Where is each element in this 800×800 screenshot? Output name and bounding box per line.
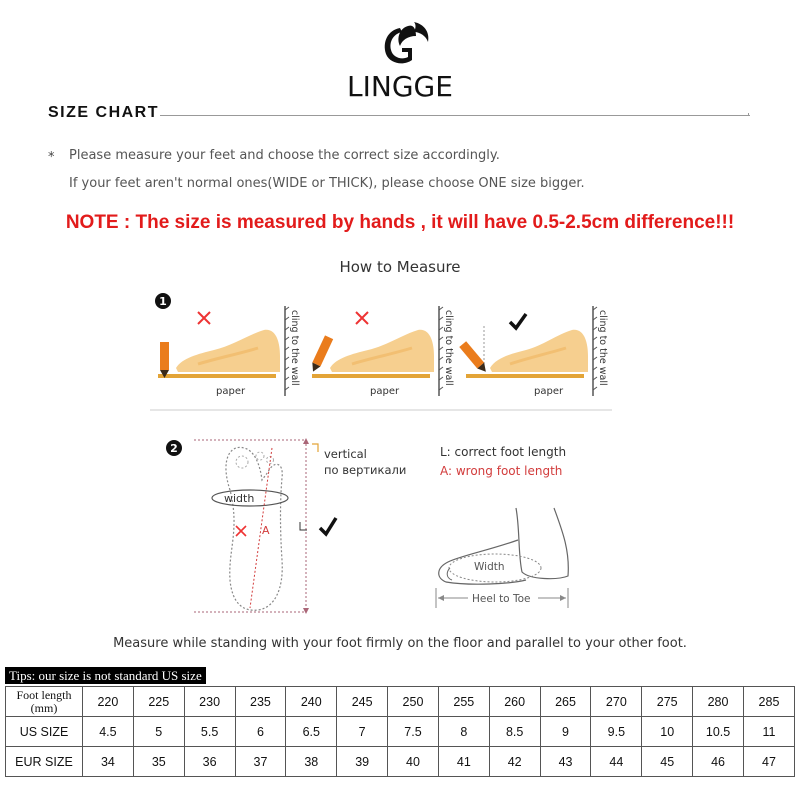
table-cell: 36 xyxy=(184,747,235,777)
row-header-line-2: (mm) xyxy=(30,700,58,715)
table-cell: 47 xyxy=(743,747,794,777)
row-header-line-1: Foot length xyxy=(16,687,72,702)
table-cell: 45 xyxy=(642,747,693,777)
title-divider-end xyxy=(748,113,749,116)
foot-outline-icon xyxy=(226,447,282,610)
table-cell: 265 xyxy=(540,687,591,717)
pencil-icon xyxy=(312,335,333,366)
row-header-foot-length xyxy=(6,687,83,717)
table-cell: 37 xyxy=(235,747,286,777)
table-cell: 9 xyxy=(540,717,591,747)
table-cell: 35 xyxy=(133,747,184,777)
table-cell: 280 xyxy=(693,687,744,717)
table-cell: 40 xyxy=(388,747,439,777)
step1-panel-3 xyxy=(459,306,608,397)
step2-number: 2 xyxy=(170,442,178,455)
table-cell: 7.5 xyxy=(388,717,439,747)
title-divider xyxy=(160,115,750,116)
table-row xyxy=(6,747,795,777)
row-header-us-size: US SIZE xyxy=(6,717,83,747)
instruction-line-2: If your feet aren't normal ones(WIDE or THICK), please choose ONE size bigger. xyxy=(69,176,585,191)
legend-wrong: A: wrong foot length xyxy=(440,464,563,478)
table-cell: 6 xyxy=(235,717,286,747)
table-cell: 41 xyxy=(438,747,489,777)
table-cell: 44 xyxy=(591,747,642,777)
a-label: A xyxy=(262,524,270,537)
pencil-icon xyxy=(459,341,484,368)
standing-note: Measure while standing with your foot firmly on the floor and parallel to your other foot. xyxy=(113,636,687,651)
table-cell: 260 xyxy=(489,687,540,717)
size-chart-title: SIZE CHART xyxy=(48,104,159,121)
table-cell: 4.5 xyxy=(83,717,134,747)
table-cell: 245 xyxy=(337,687,388,717)
table-cell: 5.5 xyxy=(184,717,235,747)
wrong-mark-icon xyxy=(198,312,210,324)
table-cell: 220 xyxy=(83,687,134,717)
table-cell: 42 xyxy=(489,747,540,777)
heel-to-toe-label: Heel to Toe xyxy=(472,593,531,605)
step1-diagram xyxy=(150,288,620,413)
check-mark-icon xyxy=(320,518,336,534)
table-cell: 10.5 xyxy=(693,717,744,747)
paper-label: paper xyxy=(534,386,564,397)
table-cell: 225 xyxy=(133,687,184,717)
side-width-label: Width xyxy=(474,561,505,573)
step1-panel-2 xyxy=(309,306,454,397)
lingge-logo-icon xyxy=(380,20,434,68)
instruction-line-1: Please measure your feet and choose the correct size accordingly. xyxy=(69,148,500,163)
step1-illustration xyxy=(150,288,620,413)
step1-number: 1 xyxy=(159,295,167,308)
step1-panel-1 xyxy=(158,306,300,397)
vertical-label: vertical xyxy=(324,447,367,461)
vertical-corner-icon xyxy=(312,444,318,452)
paper-label: paper xyxy=(216,386,246,397)
wall-label: cling to the wall xyxy=(597,310,608,386)
paper-label: paper xyxy=(370,386,400,397)
width-label: width xyxy=(224,492,255,505)
pencil-icon xyxy=(160,342,169,370)
table-cell: 275 xyxy=(642,687,693,717)
table-cell: 34 xyxy=(83,747,134,777)
table-cell: 255 xyxy=(438,687,489,717)
note-warning: NOTE : The size is measured by hands , it will have 0.5-2.5cm difference!!! xyxy=(65,212,735,233)
size-table xyxy=(5,686,795,777)
vertical-ru-label: по вертикали xyxy=(324,463,407,477)
bullet-mark: * xyxy=(48,150,55,165)
table-row xyxy=(6,687,795,717)
table-cell: 38 xyxy=(286,747,337,777)
wall-label: cling to the wall xyxy=(289,310,300,386)
table-cell: 6.5 xyxy=(286,717,337,747)
table-cell: 39 xyxy=(337,747,388,777)
side-foot-icon xyxy=(516,508,568,579)
table-cell: 10 xyxy=(642,717,693,747)
table-cell: 285 xyxy=(743,687,794,717)
table-cell: 250 xyxy=(388,687,439,717)
table-cell: 46 xyxy=(693,747,744,777)
table-cell: 230 xyxy=(184,687,235,717)
table-cell: 235 xyxy=(235,687,286,717)
table-cell: 8 xyxy=(438,717,489,747)
how-to-measure-title: How to Measure xyxy=(339,258,461,276)
legend-correct: L: correct foot length xyxy=(440,445,567,459)
tips-banner: Tips: our size is not standard US size xyxy=(5,667,206,684)
brand-name: LINGGE xyxy=(347,70,453,103)
table-cell: 11 xyxy=(743,717,794,747)
table-cell: 8.5 xyxy=(489,717,540,747)
table-row xyxy=(6,717,795,747)
check-mark-icon xyxy=(510,314,526,328)
table-cell: 5 xyxy=(133,717,184,747)
wall-label: cling to the wall xyxy=(443,310,454,386)
wrong-mark-icon xyxy=(356,312,368,324)
table-cell: 270 xyxy=(591,687,642,717)
table-cell: 9.5 xyxy=(591,717,642,747)
table-cell: 7 xyxy=(337,717,388,747)
row-header-eur-size: EUR SIZE xyxy=(6,747,83,777)
table-cell: 43 xyxy=(540,747,591,777)
step2-illustration xyxy=(150,430,590,620)
table-cell: 240 xyxy=(286,687,337,717)
step2-diagram xyxy=(150,430,590,620)
wrong-mark-icon xyxy=(236,526,246,536)
